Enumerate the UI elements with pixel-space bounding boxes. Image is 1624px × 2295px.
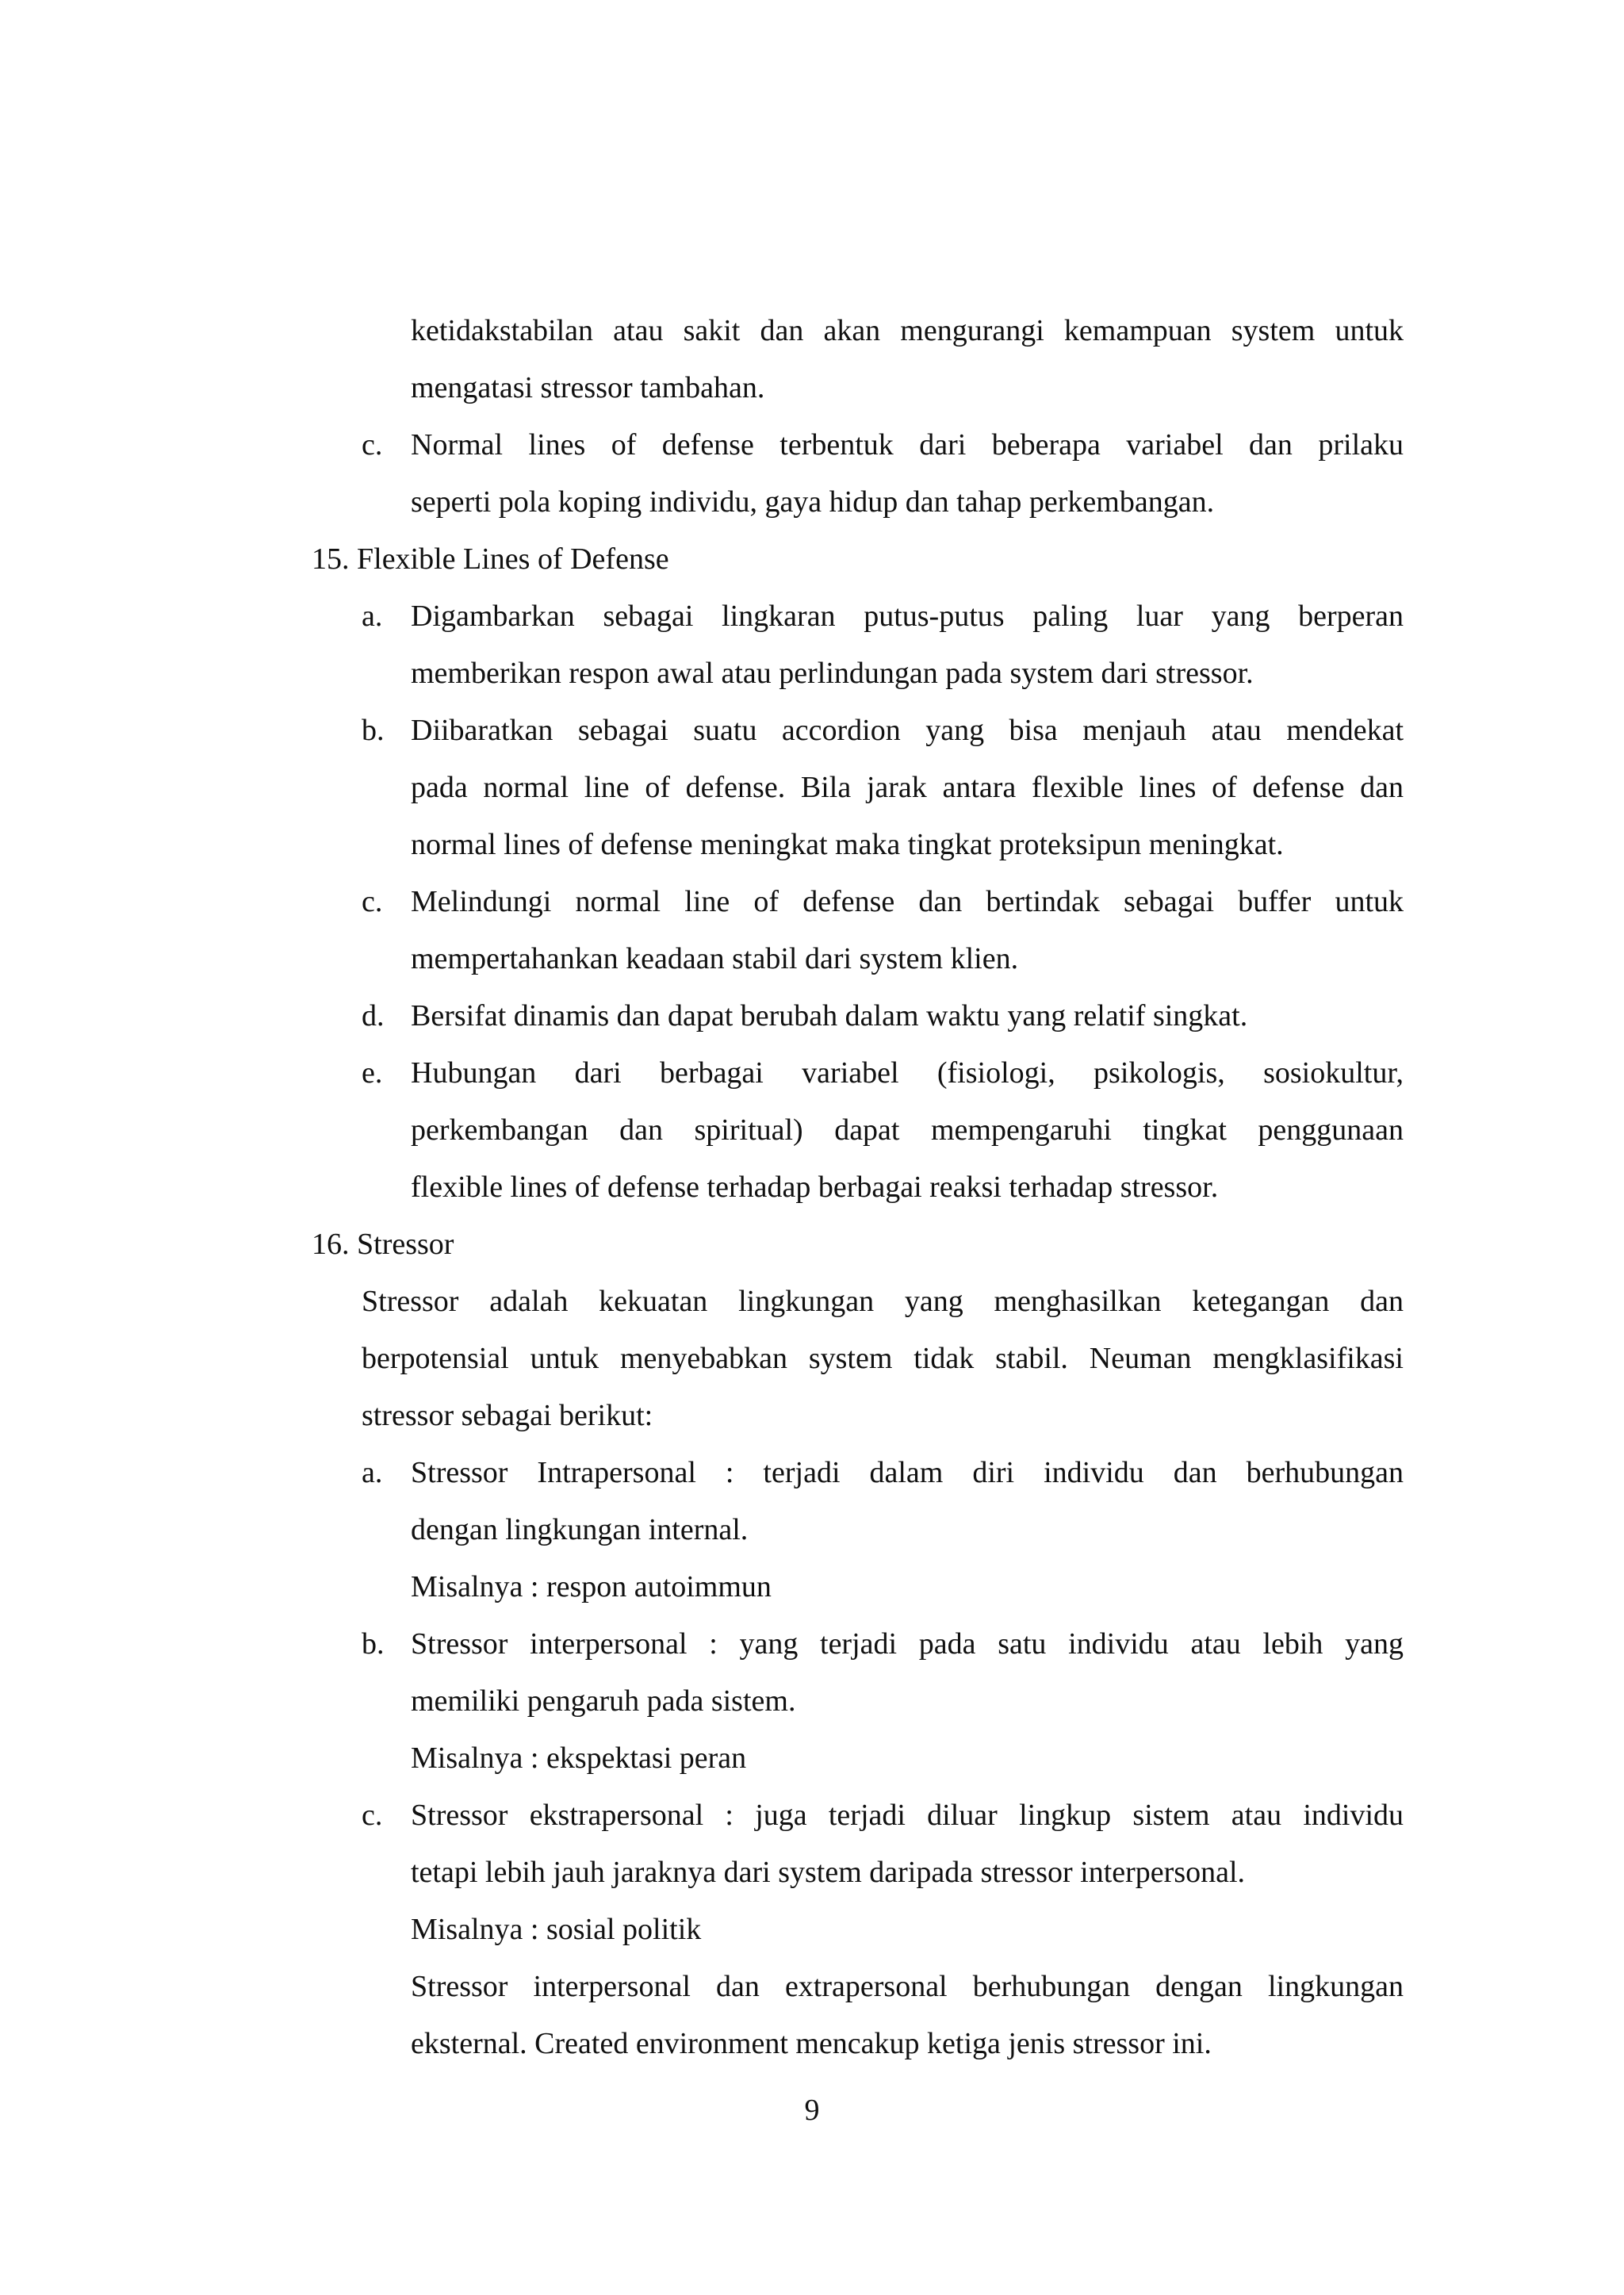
list-item-line: Stressor interpersonal : yang terjadi pada satu individu atau lebih yang bbox=[411, 1627, 1404, 1661]
list-item-line: seperti pola koping individu, gaya hidup dan tahap perkembangan. bbox=[411, 485, 1215, 519]
note-line: Stressor interpersonal dan extrapersonal berhubungan dengan lingkungan bbox=[411, 1970, 1404, 2003]
list-item-line: Normal lines of defense terbentuk dari beberapa variabel dan prilaku bbox=[411, 428, 1404, 462]
example-line: Misalnya : respon autoimmun bbox=[411, 1570, 772, 1603]
list-item-line: pada normal line of defense. Bila jarak antara flexible lines of defense dan bbox=[411, 771, 1404, 804]
list-item-line: Digambarkan sebagai lingkaran putus-putus paling luar yang berperan bbox=[411, 600, 1404, 633]
paragraph-line: ketidakstabilan atau sakit dan akan mengurangi kemampuan system untuk bbox=[411, 314, 1404, 347]
paragraph-line: Stressor adalah kekuatan lingkungan yang menghasilkan ketegangan dan bbox=[362, 1285, 1404, 1318]
list-item-line: tetapi lebih jauh jaraknya dari system daripada stressor interpersonal. bbox=[411, 1856, 1246, 1889]
list-item-line: Stressor ekstrapersonal : juga terjadi diluar lingkup sistem atau individu bbox=[411, 1799, 1404, 1832]
example-line: Misalnya : sosial politik bbox=[411, 1913, 702, 1946]
section-heading: 16. Stressor bbox=[312, 1228, 454, 1261]
list-item-line: Hubungan dari berbagai variabel (fisiologi, psikologis, sosiokultur, bbox=[411, 1056, 1404, 1090]
list-item-line: normal lines of defense meningkat maka tingkat proteksipun meningkat. bbox=[411, 828, 1284, 861]
list-item-line: Melindungi normal line of defense dan bertindak sebagai buffer untuk bbox=[411, 885, 1404, 918]
list-item-line: mempertahankan keadaan stabil dari system klien. bbox=[411, 942, 1019, 975]
list-marker: b. bbox=[362, 714, 385, 747]
list-item-line: memiliki pengaruh pada sistem. bbox=[411, 1684, 796, 1718]
list-marker: a. bbox=[362, 600, 383, 633]
list-item-line: dengan lingkungan internal. bbox=[411, 1513, 749, 1546]
note-line: eksternal. Created environment mencakup ketiga jenis stressor ini. bbox=[411, 2027, 1212, 2060]
section-heading: 15. Flexible Lines of Defense bbox=[312, 542, 669, 576]
list-item-line: memberikan respon awal atau perlindungan pada system dari stressor. bbox=[411, 657, 1254, 690]
list-item-line: Diibaratkan sebagai suatu accordion yang bisa menjauh atau mendekat bbox=[411, 714, 1404, 747]
list-marker: a. bbox=[362, 1456, 383, 1489]
example-line: Misalnya : ekspektasi peran bbox=[411, 1741, 747, 1775]
paragraph-line: berpotensial untuk menyebabkan system tidak stabil. Neuman mengklasifikasi bbox=[362, 1342, 1404, 1375]
paragraph-line: stressor sebagai berikut: bbox=[362, 1399, 653, 1432]
list-marker: c. bbox=[362, 1799, 383, 1832]
list-item-line: flexible lines of defense terhadap berbagai reaksi terhadap stressor. bbox=[411, 1170, 1219, 1204]
list-marker: b. bbox=[362, 1627, 385, 1661]
page-number: 9 bbox=[804, 2094, 820, 2127]
list-marker: c. bbox=[362, 428, 383, 462]
list-marker: e. bbox=[362, 1056, 383, 1090]
paragraph-line: mengatasi stressor tambahan. bbox=[411, 371, 765, 404]
list-marker: d. bbox=[362, 999, 385, 1033]
list-marker: c. bbox=[362, 885, 383, 918]
list-item-line: Stressor Intrapersonal : terjadi dalam diri individu dan berhubungan bbox=[411, 1456, 1404, 1489]
list-item-line: perkembangan dan spiritual) dapat mempengaruhi tingkat penggunaan bbox=[411, 1113, 1404, 1147]
list-item-line: Bersifat dinamis dan dapat berubah dalam waktu yang relatif singkat. bbox=[411, 999, 1248, 1033]
